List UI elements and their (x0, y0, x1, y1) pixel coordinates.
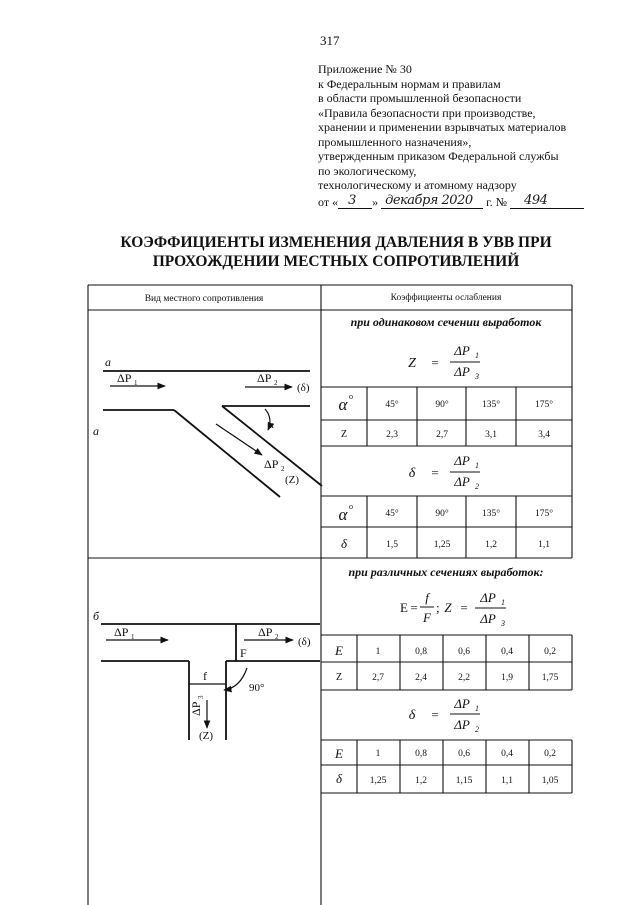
svg-text:2: 2 (281, 465, 285, 473)
svg-text:2: 2 (475, 482, 479, 491)
svg-text:f: f (203, 669, 207, 683)
appendix-line: к Федеральным нормам и правилам (318, 76, 501, 91)
svg-text:ΔP: ΔP (454, 364, 470, 379)
svg-text:3: 3 (197, 695, 205, 699)
svg-text:2: 2 (274, 379, 278, 387)
svg-text:ΔP: ΔP (480, 590, 496, 605)
svg-text:ΔP: ΔP (258, 625, 273, 639)
svg-text:E: E (400, 600, 408, 615)
header-right: Коэффициенты ослабления (390, 293, 502, 303)
svg-text:(Z): (Z) (199, 730, 214, 742)
svg-text:(δ): (δ) (297, 382, 310, 394)
svg-text:1: 1 (475, 704, 479, 713)
svg-text:f: f (425, 590, 429, 605)
angle-cell: 175° (534, 509, 554, 519)
e-value: 0,6 (458, 749, 470, 759)
angle-cell: 135° (481, 509, 501, 519)
appendix-line: Приложение № 30 (318, 62, 412, 76)
svg-text:б: б (93, 609, 100, 623)
svg-text:ΔP: ΔP (454, 696, 470, 711)
diagram-section-b (93, 609, 320, 742)
svg-text:(δ): (δ) (298, 636, 311, 648)
date-day-handwritten: 3 (348, 192, 356, 208)
e-value: 0,4 (501, 749, 513, 759)
section-b-subtitle: при различных сечениях выработок: (348, 565, 544, 579)
svg-text:а: а (105, 355, 111, 369)
diagram-section-a (93, 355, 322, 497)
svg-text:2: 2 (275, 633, 279, 641)
appendix-line: утвержденным приказом Федеральной службы (318, 149, 559, 163)
appendix-line: «Правила безопасности при производстве, (318, 105, 536, 120)
date-mid: » (372, 194, 379, 209)
svg-text:ΔP: ΔP (454, 717, 470, 732)
e-value: 0,4 (501, 647, 513, 657)
z-value: 2,3 (386, 430, 398, 440)
delta-value: 1,1 (538, 540, 550, 550)
formula-e-z-b (400, 590, 506, 628)
delta-label-b: δ (335, 771, 343, 786)
svg-text:ΔP: ΔP (454, 474, 470, 489)
svg-text:α: α (338, 395, 348, 414)
svg-text:ΔP: ΔP (480, 611, 496, 626)
svg-text:=: = (410, 600, 418, 615)
angle-cell: 90° (435, 509, 449, 519)
z-value: 2,2 (458, 673, 470, 683)
svg-text:90°: 90° (249, 682, 265, 694)
svg-text:o: o (349, 392, 353, 401)
e-label: E (335, 643, 343, 658)
appendix-line: в области промышленной безопасности (318, 91, 522, 105)
page-number: 317 (320, 33, 340, 48)
z-value: 3,4 (538, 430, 550, 440)
svg-text:;: ; (436, 600, 440, 615)
delta-value: 1,2 (415, 776, 427, 786)
e-value: 0,8 (415, 749, 427, 759)
delta-value: 1,25 (433, 540, 451, 550)
svg-text:α: α (338, 505, 348, 524)
e-label: E (335, 746, 343, 761)
z-label-a: Z (340, 429, 348, 440)
angle-cell: 45° (385, 509, 399, 519)
svg-text:=: = (431, 355, 439, 370)
table-grid (88, 285, 572, 905)
e-value: 0,2 (544, 647, 556, 657)
svg-text:1: 1 (475, 351, 479, 360)
e-value: 1 (375, 749, 381, 759)
svg-text:ΔP: ΔP (117, 371, 132, 385)
angle-cell: 45° (385, 400, 399, 410)
number-prefix: г. № (486, 194, 508, 209)
angle-cell: 90° (435, 400, 449, 410)
delta-value: 1,5 (386, 540, 398, 550)
svg-text:2: 2 (475, 725, 479, 734)
svg-text:F: F (240, 646, 247, 660)
delta-label-a: δ (340, 536, 348, 551)
svg-text:α: α (268, 419, 274, 431)
appendix-line: технологическому и атомному надзору (318, 178, 517, 192)
title-line: ПРОХОЖДЕНИИ МЕСТНЫХ СОПРОТИВЛЕНИЙ (152, 253, 520, 270)
e-value: 1 (375, 647, 381, 657)
formula-delta-b (409, 696, 480, 734)
svg-text:ΔP: ΔP (454, 453, 470, 468)
e-value: 0,2 (544, 749, 556, 759)
svg-text:=: = (460, 600, 468, 615)
header-left: Вид местного сопротивления (144, 294, 264, 304)
delta-value: 1,25 (369, 776, 387, 786)
svg-text:Z: Z (408, 356, 416, 371)
date-prefix: от « (318, 194, 339, 209)
formula-delta-a (409, 453, 480, 491)
svg-text:ΔP: ΔP (189, 701, 203, 716)
svg-text:ΔP: ΔP (264, 457, 279, 471)
title-line: КОЭФФИЦИЕНТЫ ИЗМЕНЕНИЯ ДАВЛЕНИЯ В УВВ ПРИ (120, 234, 552, 251)
svg-text:F: F (423, 610, 431, 625)
e-value: 0,8 (415, 647, 427, 657)
section-a-subtitle: при одинаковом сечении выработок (350, 315, 542, 329)
delta-value: 1,2 (485, 540, 497, 550)
appendix-line: промышленного назначения», (318, 134, 472, 149)
alpha-header (339, 392, 353, 414)
svg-text:ΔP: ΔP (114, 625, 129, 639)
appendix-line: хранении и применении взрывчатых материалов (318, 120, 567, 134)
delta-value: 1,1 (501, 776, 513, 786)
z-label-b: Z (335, 672, 343, 683)
svg-text:o: o (349, 502, 353, 511)
order-number-handwritten: 494 (524, 192, 548, 208)
formula-z-a (408, 343, 480, 381)
appendix-line: по экологическому, (318, 163, 417, 178)
z-value: 2,4 (415, 673, 427, 683)
z-value: 1,9 (501, 673, 513, 683)
delta-value: 1,15 (455, 776, 473, 786)
svg-text:(Z): (Z) (285, 474, 300, 486)
svg-text:1: 1 (501, 598, 505, 607)
svg-text:1: 1 (475, 461, 479, 470)
z-value: 1,75 (541, 673, 559, 683)
z-value: 3,1 (485, 430, 497, 440)
e-value: 0,6 (458, 647, 470, 657)
date-month-handwritten: декабря 2020 (385, 192, 473, 208)
svg-text:3: 3 (475, 372, 479, 381)
z-value: 2,7 (436, 430, 448, 440)
svg-text:ΔP: ΔP (454, 343, 470, 358)
svg-text:3: 3 (501, 619, 505, 628)
angle-cell: 175° (534, 400, 554, 410)
svg-text:=: = (431, 465, 439, 480)
svg-text:ΔP: ΔP (257, 371, 272, 385)
svg-text:δ: δ (408, 708, 416, 723)
svg-text:Z: Z (444, 600, 452, 615)
angle-cell: 135° (481, 400, 501, 410)
delta-value: 1,05 (541, 776, 559, 786)
z-value: 2,7 (372, 673, 384, 683)
svg-text:=: = (431, 707, 439, 722)
svg-text:1: 1 (134, 379, 138, 387)
svg-text:1: 1 (131, 633, 135, 641)
svg-text:δ: δ (408, 466, 416, 481)
alpha-header-2 (339, 502, 353, 524)
svg-text:а: а (93, 424, 99, 438)
